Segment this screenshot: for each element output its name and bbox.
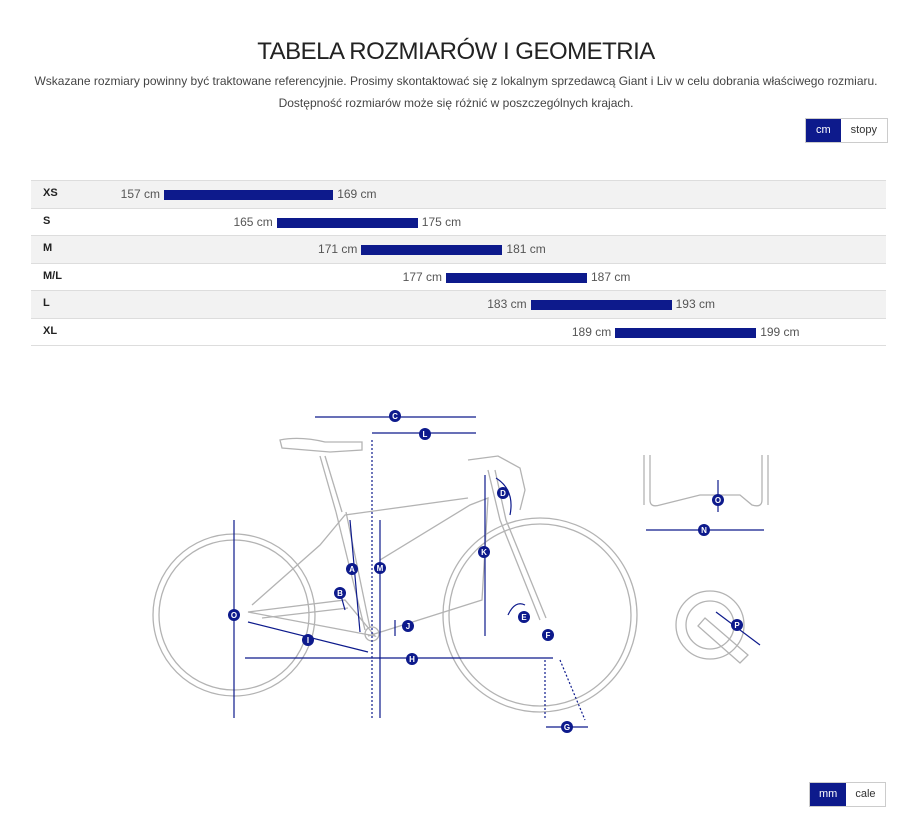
size-disclaimer <box>0 70 912 114</box>
dimension-badge-e <box>518 611 530 623</box>
dimension-badge-o-handlebar <box>712 494 724 506</box>
size-max-height: 187 cm <box>591 269 631 284</box>
svg-text:H: H <box>409 655 415 664</box>
unit-mm-button[interactable]: mm <box>810 783 846 806</box>
svg-text:G: G <box>563 723 571 732</box>
unit-cm-button[interactable]: cm <box>806 119 841 142</box>
size-chart <box>31 180 886 346</box>
dimension-lines <box>234 417 588 727</box>
size-max-height: 199 cm <box>760 324 800 339</box>
page-title: TABELA ROZMIARÓW I GEOMETRIA <box>257 38 655 66</box>
dimension-badge-o <box>228 609 240 621</box>
svg-text:B: B <box>337 589 343 598</box>
size-range-bar <box>277 218 418 228</box>
size-row <box>31 263 886 291</box>
geometry-unit-toggle <box>809 782 886 807</box>
size-max-height: 193 cm <box>675 297 715 311</box>
size-row <box>31 208 886 236</box>
disclaimer-line-1: Wskazane rozmiary powinny być traktowane referencyjnie. Prosimy skontaktować się z lokalnym sprzedawcą Giant i Liv w celu dobrania właściwego rozmiaru. <box>34 74 878 88</box>
disclaimer-line-2: Dostępność rozmiarów może się różnić w poszczególnych krajach. <box>278 96 634 110</box>
dimension-badge-h <box>406 653 418 665</box>
size-label: M/L <box>43 269 62 282</box>
svg-text:D: D <box>500 489 506 498</box>
dimension-badge-k <box>478 546 490 558</box>
size-row <box>31 235 886 263</box>
svg-text:K: K <box>481 548 487 557</box>
svg-text:F: F <box>545 631 551 640</box>
size-range-bar <box>446 273 587 283</box>
size-range-bar <box>164 190 333 200</box>
unit-feet-button[interactable]: stopy <box>841 119 887 142</box>
dimension-badge-i <box>302 634 314 646</box>
dimension-badge-n <box>698 524 710 536</box>
size-max-height: 169 cm <box>337 187 377 201</box>
size-max-height: 175 cm <box>421 214 462 229</box>
svg-text:A: A <box>349 565 355 574</box>
svg-text:O: O <box>230 611 238 620</box>
size-range-bar <box>615 328 756 338</box>
size-min-height: 177 cm <box>402 269 442 284</box>
svg-text:C: C <box>392 412 398 421</box>
size-range-bar <box>531 300 672 310</box>
bike-geometry-diagram <box>140 400 780 750</box>
size-label: S <box>43 214 51 227</box>
handlebar-detail <box>644 455 768 506</box>
svg-text:E: E <box>521 613 527 622</box>
size-label: L <box>43 297 50 309</box>
dimension-badge-b <box>334 587 346 599</box>
svg-text:P: P <box>734 621 740 630</box>
bike-outline <box>153 438 637 712</box>
size-max-height: 181 cm <box>506 242 546 256</box>
size-row <box>31 290 886 318</box>
svg-text:I: I <box>306 636 310 645</box>
size-min-height: 183 cm <box>487 297 527 311</box>
dimension-badge-c <box>389 410 401 422</box>
svg-text:J: J <box>405 622 411 631</box>
dimension-badge-j <box>402 620 414 632</box>
size-label: XL <box>43 324 58 337</box>
size-min-height: 157 cm <box>120 187 160 201</box>
unit-inch-button[interactable]: cale <box>846 783 884 806</box>
dimension-badge-l <box>419 428 431 440</box>
svg-text:L: L <box>422 430 428 439</box>
dimension-badge-p <box>731 619 743 631</box>
svg-text:M: M <box>376 564 384 573</box>
size-label: XS <box>43 187 58 199</box>
svg-text:N: N <box>701 526 707 535</box>
dimension-badge-d <box>497 487 509 499</box>
height-unit-toggle <box>805 118 888 143</box>
size-min-height: 171 cm <box>318 242 358 256</box>
dimension-badge-f <box>542 629 554 641</box>
size-row <box>31 180 886 208</box>
handlebar-dimensions <box>646 480 764 530</box>
size-min-height: 189 cm <box>571 324 612 339</box>
size-label: M <box>43 242 53 254</box>
svg-text:O: O <box>714 496 722 505</box>
dimension-badge-g <box>561 721 573 733</box>
size-min-height: 165 cm <box>233 214 273 229</box>
dimension-badge-m <box>374 562 386 574</box>
dimension-badge-a <box>346 563 358 575</box>
size-row <box>31 318 886 347</box>
size-range-bar <box>361 245 502 255</box>
